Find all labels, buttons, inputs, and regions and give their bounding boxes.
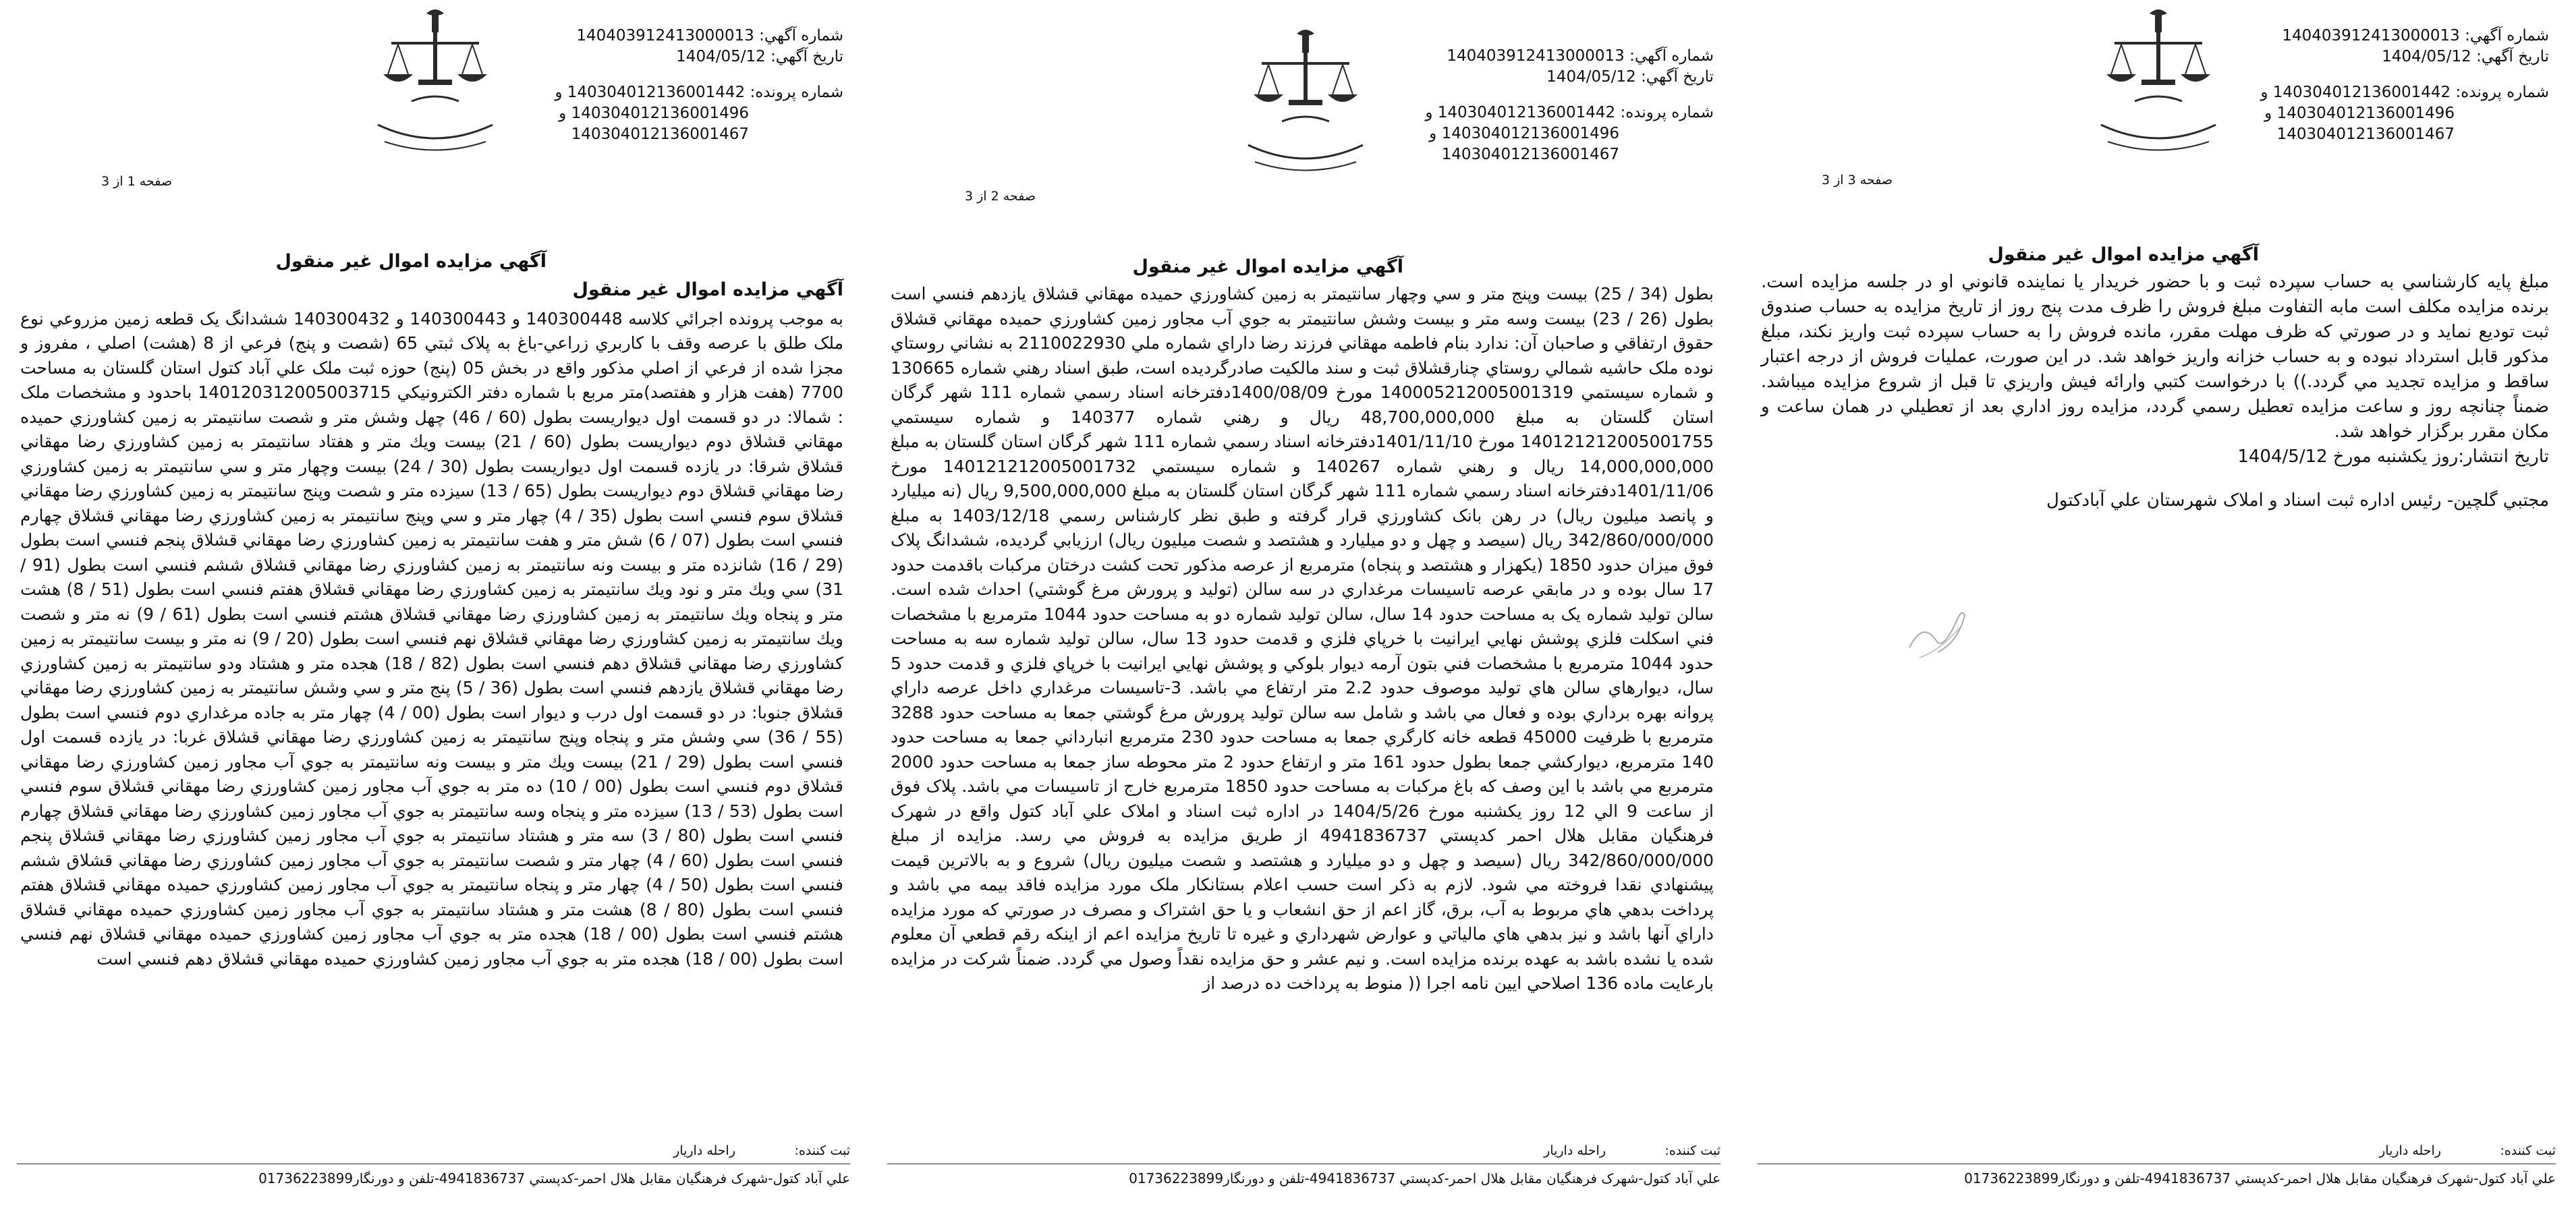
notice-body [20,278,843,971]
registrar-label: ثبت کننده: [794,1143,850,1158]
file-number-1: 140304012136001442 و [555,84,746,101]
notice-date: 1404/05/12 [2382,48,2471,65]
office-address: علي آباد کتول-شهرک فرهنگيان مقابل هلال احمر-کدپستي 4941836737-تلفن و دورنگار01736223899 [1964,1170,2556,1186]
page-header [1741,0,2576,188]
notice-page-3 [1741,0,2576,1231]
notice-date: 1404/05/12 [1546,68,1636,86]
page-footer [887,1143,1720,1204]
judiciary-emblem-logo [2088,7,2229,162]
notice-subtitle: آگهي مزايده اموال غير منقول [572,279,843,300]
notice-number: 140403912413000013 [576,27,754,45]
page-header [870,0,1741,204]
registrar-label: ثبت کننده: [2500,1143,2556,1158]
notice-title: آگهي مزايده اموال غير منقول [275,251,547,272]
notice-number: 140403912413000013 [2282,27,2460,45]
file-number-label: شماره پرونده: [750,84,843,101]
notice-number-label: شماره آگهي: [759,27,843,45]
handwritten-signature [1896,594,1977,668]
notice-date-label: تاريخ آگهي: [771,48,843,65]
notice-text: مبلغ پايه کارشناسي به حساب سپرده ثبت و با حضور خريدار يا نماينده قانوني او در جلسه مزايده است. برنده مزايده مکلف است مابه التفاوت مبلغ فروش را ظرف مدت پنج روز از تاريخ مزايده به حساب صندوق ثبت توديع نمايد و در صورتي که ظرف مهلت مقرر، مانده فروش را به حساب سپرده ثبت واريز نکند، مبلغ مذکور قابل استرداد نبوده و به حساب خزانه واريز خواهد شد. در اين صورت، عمليات فروش از درجه اعتبار ساقط و مزايده تجديد مي گردد.)) با درخواست کتبي وارائه فيش واريزي تا قبل از شروع مزايده ميباشد. ضمناً چنانچه روز و ساعت مزايده تعطيل رسمي گردد، مزايده روز اداري بعد از تعطيلي در همان ساعت و مکان مقرر برگزار خواهد شد. [1761,272,2549,442]
notice-body [891,282,1714,996]
file-number-2: 140304012136001496 و [559,105,749,122]
office-address: علي آباد کتول-شهرک فرهنگيان مقابل هلال احمر-کدپستي 4941836737-تلفن و دورنگار01736223899 [1129,1170,1720,1186]
page-footer [17,1143,850,1204]
page-number: صفحه 1 از 3 [101,174,172,189]
notice-number-label: شماره آگهي: [1629,47,1714,65]
notice-date: 1404/05/12 [676,48,766,65]
registrar-name: راحله داريار [1544,1143,1606,1158]
registrar-label: ثبت کننده: [1664,1143,1720,1158]
notice-meta [1424,46,1714,165]
official-signature: مجتبي گلچين- رئيس اداره ثبت اسناد و املاک شهرستان علي آبادکتول [2046,490,2549,511]
file-number-1: 140304012136001442 و [2260,84,2451,101]
notice-meta [553,26,843,145]
notice-page-1 [0,0,870,1231]
notice-title: آگهي مزايده اموال غير منقول [1988,244,2259,265]
notice-number-label: شماره آگهي: [2465,27,2549,45]
file-number-label: شماره پرونده: [1620,104,1714,121]
judiciary-emblem-logo [1235,27,1376,182]
file-number-2: 140304012136001496 و [1429,125,1619,142]
notice-text: به موجب پرونده اجرائي كلاسه 140300448 و 140300443 و 140300432 ششدانگ يک قطعه زمين مزروعي نوع ملک طلق با عرصه وقف با کاربري زراعي-باغ به پلاک ثبتي 65 (شصت و پنج) فرعي از 8 (هشت) اصلي ، مفروز و مجزا شده از فرعي از اصلي مذکور واقع در بخش 05 (پنج) حوزه ثبت ملک علي آباد کتول استان گلستان به مساحت 7700 (هفت هزار و هفتصد)متر مربع با شماره دفتر الکترونيکي 140120312005003715 باحدود و مشخصات ملک : شمالا: در دو قسمت اول ديواريست بطول (60 / 46) چهل وشش متر و شصت سانتيمتر به زمين كشاورزي حميده مهقاني قشلاق دوم ديواريست بطول (60 / 21) بيست ويك متر و هفتاد سانتيمتر به زمين كشاورزي رضا مهقاني قشلاق شرقا: در يازده قسمت اول ديواريست بطول (30 / 24) بيست وچهار متر و سي سانتيمتر به زمين كشاورزي رضا مهقاني قشلاق دوم ديواريست بطول (65 / 13) سيزده متر و شصت وپنج سانتيمتر به زمين كشاورزي رضا مهقاني قشلاق سوم فنسي است بطول (35 / 4) چهار متر و سي وپنج سانتيمتر به زمين كشاورزي رضا مهقاني قشلاق چهارم فنسي است بطول (07 / 6) شش متر و هفت سانتيمتر به زمين كشاورزي رضا مهقاني قشلاق پنجم فنسي است بطول (29 / 16) شانزده متر و بيست ونه سانتيمتر به زمين كشاورزي رضا مهقاني قشلاق ششم فنسي است بطول (91 / 31) سي ويك متر و نود ويك سانتيمتر به زمين كشاورزي رضا مهقاني قشلاق هفتم فنسي است بطول (51 / 8) هشت متر و پنجاه ويك سانتيمتر به زمين كشاورزي رضا مهقاني قشلاق هشتم فنسي است بطول (61 / 9) نه متر و شصت ويك سانتيمتر به زمين كشاورزي رضا مهقاني قشلاق نهم فنسي است بطول (20 / 9) نه متر و بيست سانتيمتر به زمين كشاورزي رضا مهقاني قشلاق دهم فنسي است بطول (82 / 18) هجده متر و هشتاد ودو سانتيمتر به زمين كشاورزي رضا مهقاني قشلاق يازدهم فنسي است بطول (36 / 5) پنج متر و سي وشش سانتيمتر به زمين كشاورزي رضا مهقاني قشلاق جنوبا: در دو قسمت اول درب و ديوار است بطول (00 / 4) چهار متر به جاده مرغداري دوم فنسي است بطول (55 / 36) سي وشش متر و پنجاه وپنج سانتيمتر به زمين كشاورزي رضا مهقاني قشلاق غربا: در يازده قسمت اول فنسي است بطول (29 / 21) بيست ويك متر و بيست ونه سانتيمتر به جوي آب مجاور زمين كشاورزي رضا مهقاني قشلاق دوم فنسي است بطول (00 / 10) ده متر به جوي آب مجاور زمين كشاورزي رضا مهقاني قشلاق سوم فنسي است بطول (53 / 13) سيزده متر و پنجاه وسه سانتيمتر به جوي آب مجاور زمين كشاورزي رضا مهقاني قشلاق چهارم فنسي است بطول (80 / 3) سه متر و هشتاد سانتيمتر به جوي آب مجاور زمين كشاورزي رضا مهقاني قشلاق پنجم فنسي است بطول (60 / 4) چهار متر و شصت سانتيمتر به جوي آب مجاور زمين كشاورزي رضا مهقاني قشلاق ششم فنسي است بطول (50 / 4) چهار متر و پنجاه سانتيمتر به جوي آب مجاور زمين كشاورزي حميده مهقاني قشلاق هفتم فنسي است بطول (80 / 8) هشت متر و هشتاد سانتيمتر به جوي آب مجاور زمين كشاورزي حميده مهقاني قشلاق هشتم فنسي است بطول (00 / 18) هجده متر به جوي آب مجاور زمين كشاورزي حميده مهقاني قشلاق نهم فنسي است بطول (00 / 18) هجده متر به جوي آب مجاور زمين كشاورزي حميده مهقاني قشلاق دهم فنسي است [20,308,844,969]
file-number-label: شماره پرونده: [2455,84,2549,101]
registrar-name: راحله داريار [2379,1143,2441,1158]
notice-text: بطول (34 / 25) بيست وپنج متر و سي وچهار سانتيمتر به زمين كشاورزي حميده مهقاني قشلاق يازدهم فنسي است بطول (26 / 23) بيست وسه متر و بيست وشش سانتيمتر به جوي آب مجاور زمين كشاورزي حميده مهقاني قشلاق حقوق ارتفاقي و صاحبان آن: ندارد بنام فاطمه مهقاني فرزند رضا داراي شماره ملي 2110022930 به نشاني روستاي نوده ملک حاشيه شمالي روستاي چنارقشلاق ثبت و سند مالکيت صادرگرديده است، طبق اسناد رهني شماره 130665 و شماره سيستمي 140005212005001319 مورخ 1400/08/09دفترخانه اسناد رسمي شماره 111 شهر گرگان استان گلستان به مبلغ 48,700,000,000 ريال و رهني شماره 140377 و شماره سيستمي 140121212005001755 مورخ 1401/11/10دفترخانه اسناد رسمي شماره 111 شهر گرگان استان گلستان به مبلغ 14,000,000,000 ريال و رهني شماره 140267 و شماره سيستمي 140121212005001732 مورخ 1401/11/06دفترخانه اسناد رسمي شماره 111 شهر گرگان استان گلستان به مبلغ 9,500,000,000 ريال (نه ميليارد و پانصد ميليون ريال) در رهن بانک کشاورزي قرار گرفته و طبق نظر کارشناس رسمي 1403/12/18 به مبلغ 342/860/000/000 ريال (سيصد و چهل و دو ميليارد و هشتصد و شصت ميليون ريال) ارزيابي گرديده، ششدانگ پلاک فوق ميزان حدود 1850 (يکهزار و هشتصد و پنجاه) مترمربع از عرصه مذکور تحت کشت درختان مرکبات باقدمت حدود 17 سال بوده و در مابقي عرصه تاسيسات مرغداري در سه سالن (توليد و پرورش مرغ گوشتي) احداث شده است. سالن توليد شماره يک به مساحت حدود 14 سال، سالن توليد شماره دو به مساحت حدود 1044 مترمربع با مشخصات فني اسکلت فلزي پوشش نهايي ايرانيت با خرپاي فلزي و قدمت حدود 13 سال، سالن توليد شماره سه به مساحت حدود 1044 مترمربع با مشخصات فني بتون آرمه ديوار بلوکي و پوشش نهايي ايرانيت با خرپاي فلزي و قدمت حدود 5 سال، ديوارهاي سالن هاي توليد موصوف حدود 2.2 متر ارتفاع مي باشد. 3-تاسيسات مرغداري داخل عرصه داراي پروانه بهره برداري بوده و فعال مي باشد و شامل سه سالن توليد پرورش مرغ گوشتي جمعا به مساحت حدود 3288 مترمربع با ظرفيت 45000 قطعه خانه کارگري جمعا به مساحت حدود 230 مترمربع انبارداني جمعا به مساحت حدود 140 مترمربع، ديوارکشي جمعا بطول حدود 161 متر و ارتفاع حدود 2 متر محوطه ساز جمعا به مساحت حدود 2000 مترمربع مي باشد با اين وصف که باغ مرکبات به مساحت حدود 1850 مترمربع خارج از تاسيسات مي باشد. پلاک فوق از ساعت 9 الي 12 روز يکشنبه مورخ 1404/5/26 در اداره ثبت اسناد و املاک علي آباد کتول واقع در شهرک فرهنگيان مقابل هلال احمر کدپستي 4941836737 از طريق مزايده به فروش مي رسد. مزايده از مبلغ 342/860/000/000 ريال (سيصد و چهل و دو ميليارد و هشتصد و شصت ميليون ريال) شروع و به بالاترين قيمت پيشنهادي نقدا فروخته مي شود. لازم به ذکر است حسب اعلام بستانکار ملک مورد مزايده فاقد بيمه مي باشد و پرداخت بدهي هاي مربوط به آب، برق، گاز اعم از حق انشعاب و يا حق اشتراک و مصرف در صورتي که مورد مزايده داراي آنها باشد و نيز بدهي هاي مالياتي و عوارض شهرداري و غيره تا تاريخ مزايده اعم از اينکه رقم قطعي آن معلوم شده يا نشده باشد به عهده برنده مزايده است. و نيم عشر و حق مزايده نقداً وصول مي گردد. ضمناً شرکت در مزايده بارعايت ماده 136 اصلاحي ايين نامه اجرا (( منوط به پرداخت ده درصد از [891,284,1714,993]
page-number: صفحه 2 از 3 [965,189,1036,204]
page-footer [1758,1143,2556,1204]
file-number-1: 140304012136001442 و [1425,104,1616,121]
judiciary-emblem-logo [364,7,506,162]
file-number-3: 140304012136001467 [571,125,749,143]
notice-number: 140403912413000013 [1447,47,1625,65]
file-number-3: 140304012136001467 [2276,125,2455,143]
page-header [0,0,870,189]
page-number: صفحه 3 از 3 [1822,173,1893,188]
office-address: علي آباد کتول-شهرک فرهنگيان مقابل هلال احمر-کدپستي 4941836737-تلفن و دورنگار01736223899 [258,1170,850,1186]
notice-body [1761,270,2549,513]
notice-date-label: تاريخ آگهي: [1641,68,1714,86]
notice-date-label: تاريخ آگهي: [2476,48,2549,65]
notice-title: آگهي مزايده اموال غير منقول [1132,256,1403,277]
file-number-2: 140304012136001496 و [2264,105,2455,122]
notice-page-2 [870,0,1741,1231]
registrar-name: راحله داريار [673,1143,735,1158]
publish-date: تاريخ انتشار:روز يکشنبه مورخ 1404/5/12 [2237,447,2549,467]
file-number-3: 140304012136001467 [1441,146,1619,163]
notice-meta [2259,26,2549,145]
